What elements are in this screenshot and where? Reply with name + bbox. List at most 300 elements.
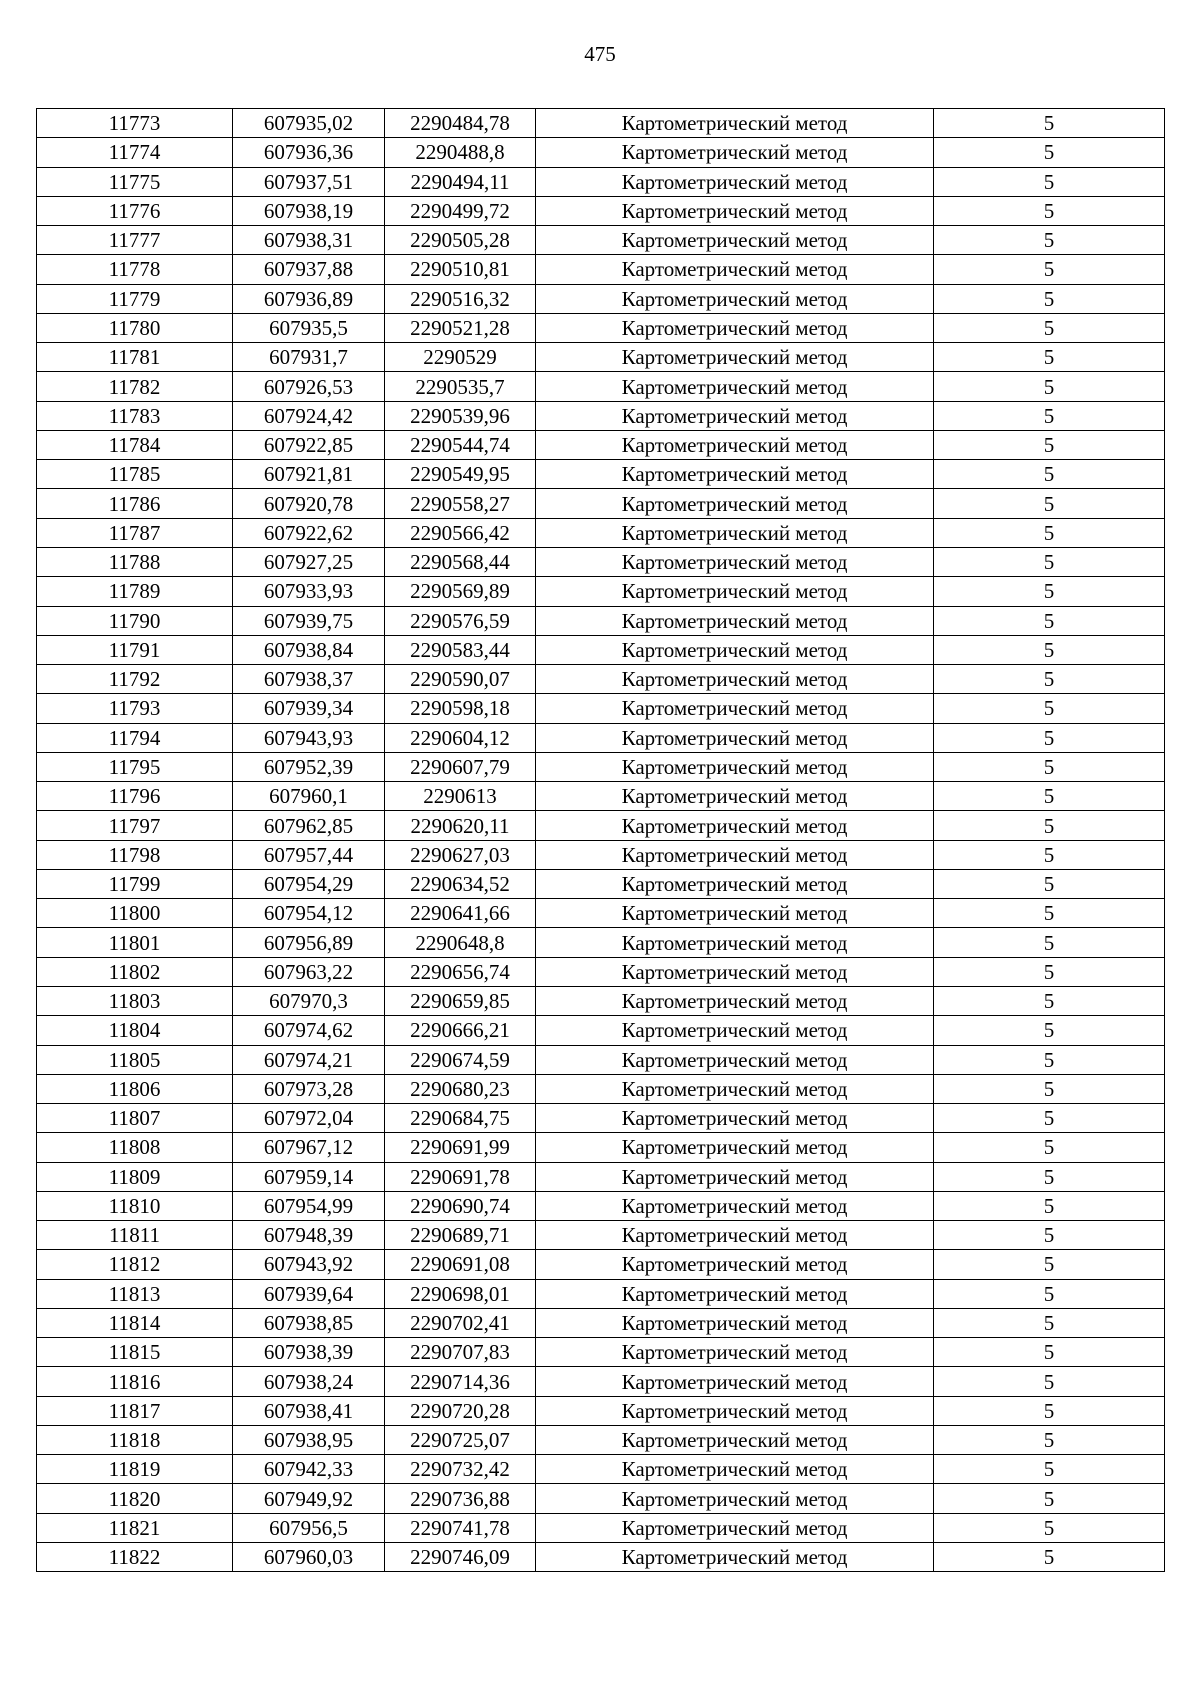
table-row xyxy=(37,635,1165,664)
y-coordinate-cell: 2290558,27 xyxy=(385,489,536,518)
y-coordinate-cell: 2290714,36 xyxy=(385,1367,536,1396)
accuracy-cell: 5 xyxy=(934,547,1165,576)
x-coordinate-cell: 607959,14 xyxy=(233,1162,385,1191)
y-coordinate-cell: 2290666,21 xyxy=(385,1016,536,1045)
x-coordinate-cell: 607938,37 xyxy=(233,665,385,694)
accuracy-cell: 5 xyxy=(934,1308,1165,1337)
accuracy-cell: 5 xyxy=(934,1133,1165,1162)
table-row xyxy=(37,1250,1165,1279)
table-row xyxy=(37,489,1165,518)
x-coordinate-cell: 607921,81 xyxy=(233,460,385,489)
accuracy-cell: 5 xyxy=(934,313,1165,342)
accuracy-cell: 5 xyxy=(934,226,1165,255)
table-row xyxy=(37,547,1165,576)
accuracy-cell: 5 xyxy=(934,1045,1165,1074)
x-coordinate-cell: 607937,88 xyxy=(233,255,385,284)
table-row xyxy=(37,957,1165,986)
point-number-cell: 11811 xyxy=(37,1221,233,1250)
y-coordinate-cell: 2290691,08 xyxy=(385,1250,536,1279)
point-number-cell: 11789 xyxy=(37,577,233,606)
table-row xyxy=(37,1338,1165,1367)
method-cell: Картометрический метод xyxy=(536,1484,934,1513)
table-row xyxy=(37,1016,1165,1045)
x-coordinate-cell: 607924,42 xyxy=(233,401,385,430)
point-number-cell: 11819 xyxy=(37,1455,233,1484)
x-coordinate-cell: 607937,51 xyxy=(233,167,385,196)
table-row xyxy=(37,1367,1165,1396)
point-number-cell: 11785 xyxy=(37,460,233,489)
x-coordinate-cell: 607920,78 xyxy=(233,489,385,518)
y-coordinate-cell: 2290494,11 xyxy=(385,167,536,196)
method-cell: Картометрический метод xyxy=(536,1133,934,1162)
table-row xyxy=(37,313,1165,342)
point-number-cell: 11775 xyxy=(37,167,233,196)
accuracy-cell: 5 xyxy=(934,1425,1165,1454)
y-coordinate-cell: 2290484,78 xyxy=(385,109,536,138)
y-coordinate-cell: 2290641,66 xyxy=(385,899,536,928)
point-number-cell: 11805 xyxy=(37,1045,233,1074)
y-coordinate-cell: 2290488,8 xyxy=(385,138,536,167)
accuracy-cell: 5 xyxy=(934,109,1165,138)
table-row xyxy=(37,752,1165,781)
accuracy-cell: 5 xyxy=(934,782,1165,811)
point-number-cell: 11804 xyxy=(37,1016,233,1045)
method-cell: Картометрический метод xyxy=(536,606,934,635)
method-cell: Картометрический метод xyxy=(536,1045,934,1074)
y-coordinate-cell: 2290583,44 xyxy=(385,635,536,664)
table-row xyxy=(37,869,1165,898)
accuracy-cell: 5 xyxy=(934,460,1165,489)
point-number-cell: 11821 xyxy=(37,1513,233,1542)
method-cell: Картометрический метод xyxy=(536,489,934,518)
point-number-cell: 11800 xyxy=(37,899,233,928)
table-row xyxy=(37,372,1165,401)
table-row xyxy=(37,167,1165,196)
x-coordinate-cell: 607970,3 xyxy=(233,986,385,1015)
accuracy-cell: 5 xyxy=(934,957,1165,986)
method-cell: Картометрический метод xyxy=(536,547,934,576)
table-row xyxy=(37,1484,1165,1513)
table-row xyxy=(37,606,1165,635)
point-number-cell: 11776 xyxy=(37,196,233,225)
y-coordinate-cell: 2290529 xyxy=(385,343,536,372)
table-row xyxy=(37,577,1165,606)
table-row xyxy=(37,430,1165,459)
y-coordinate-cell: 2290505,28 xyxy=(385,226,536,255)
table-row xyxy=(37,1104,1165,1133)
accuracy-cell: 5 xyxy=(934,284,1165,313)
table-row xyxy=(37,1074,1165,1103)
accuracy-cell: 5 xyxy=(934,840,1165,869)
table-row xyxy=(37,840,1165,869)
x-coordinate-cell: 607938,41 xyxy=(233,1396,385,1425)
accuracy-cell: 5 xyxy=(934,138,1165,167)
table-row xyxy=(37,196,1165,225)
y-coordinate-cell: 2290620,11 xyxy=(385,811,536,840)
y-coordinate-cell: 2290746,09 xyxy=(385,1543,536,1572)
method-cell: Картометрический метод xyxy=(536,1308,934,1337)
y-coordinate-cell: 2290691,99 xyxy=(385,1133,536,1162)
y-coordinate-cell: 2290590,07 xyxy=(385,665,536,694)
accuracy-cell: 5 xyxy=(934,665,1165,694)
x-coordinate-cell: 607931,7 xyxy=(233,343,385,372)
point-number-cell: 11795 xyxy=(37,752,233,781)
y-coordinate-cell: 2290741,78 xyxy=(385,1513,536,1542)
x-coordinate-cell: 607933,93 xyxy=(233,577,385,606)
table-row xyxy=(37,284,1165,313)
table-row xyxy=(37,226,1165,255)
coordinates-table xyxy=(36,108,1165,1572)
y-coordinate-cell: 2290613 xyxy=(385,782,536,811)
point-number-cell: 11782 xyxy=(37,372,233,401)
method-cell: Картометрический метод xyxy=(536,1338,934,1367)
point-number-cell: 11809 xyxy=(37,1162,233,1191)
table-row xyxy=(37,518,1165,547)
method-cell: Картометрический метод xyxy=(536,986,934,1015)
accuracy-cell: 5 xyxy=(934,1513,1165,1542)
x-coordinate-cell: 607960,1 xyxy=(233,782,385,811)
accuracy-cell: 5 xyxy=(934,869,1165,898)
y-coordinate-cell: 2290702,41 xyxy=(385,1308,536,1337)
x-coordinate-cell: 607942,33 xyxy=(233,1455,385,1484)
y-coordinate-cell: 2290707,83 xyxy=(385,1338,536,1367)
y-coordinate-cell: 2290732,42 xyxy=(385,1455,536,1484)
method-cell: Картометрический метод xyxy=(536,1543,934,1572)
method-cell: Картометрический метод xyxy=(536,957,934,986)
y-coordinate-cell: 2290627,03 xyxy=(385,840,536,869)
y-coordinate-cell: 2290698,01 xyxy=(385,1279,536,1308)
method-cell: Картометрический метод xyxy=(536,723,934,752)
accuracy-cell: 5 xyxy=(934,1396,1165,1425)
x-coordinate-cell: 607974,62 xyxy=(233,1016,385,1045)
table-row xyxy=(37,1396,1165,1425)
method-cell: Картометрический метод xyxy=(536,1162,934,1191)
x-coordinate-cell: 607957,44 xyxy=(233,840,385,869)
method-cell: Картометрический метод xyxy=(536,430,934,459)
point-number-cell: 11773 xyxy=(37,109,233,138)
table-row xyxy=(37,1133,1165,1162)
x-coordinate-cell: 607938,39 xyxy=(233,1338,385,1367)
method-cell: Картометрический метод xyxy=(536,782,934,811)
method-cell: Картометрический метод xyxy=(536,167,934,196)
method-cell: Картометрический метод xyxy=(536,1250,934,1279)
y-coordinate-cell: 2290510,81 xyxy=(385,255,536,284)
table-row xyxy=(37,138,1165,167)
x-coordinate-cell: 607936,36 xyxy=(233,138,385,167)
table-row xyxy=(37,1543,1165,1572)
y-coordinate-cell: 2290634,52 xyxy=(385,869,536,898)
x-coordinate-cell: 607936,89 xyxy=(233,284,385,313)
point-number-cell: 11798 xyxy=(37,840,233,869)
method-cell: Картометрический метод xyxy=(536,401,934,430)
method-cell: Картометрический метод xyxy=(536,665,934,694)
method-cell: Картометрический метод xyxy=(536,1279,934,1308)
y-coordinate-cell: 2290648,8 xyxy=(385,928,536,957)
table-row xyxy=(37,255,1165,284)
x-coordinate-cell: 607949,92 xyxy=(233,1484,385,1513)
point-number-cell: 11791 xyxy=(37,635,233,664)
point-number-cell: 11787 xyxy=(37,518,233,547)
point-number-cell: 11803 xyxy=(37,986,233,1015)
method-cell: Картометрический метод xyxy=(536,109,934,138)
y-coordinate-cell: 2290674,59 xyxy=(385,1045,536,1074)
y-coordinate-cell: 2290568,44 xyxy=(385,547,536,576)
x-coordinate-cell: 607956,89 xyxy=(233,928,385,957)
accuracy-cell: 5 xyxy=(934,986,1165,1015)
method-cell: Картометрический метод xyxy=(536,1016,934,1045)
x-coordinate-cell: 607974,21 xyxy=(233,1045,385,1074)
accuracy-cell: 5 xyxy=(934,196,1165,225)
point-number-cell: 11780 xyxy=(37,313,233,342)
x-coordinate-cell: 607956,5 xyxy=(233,1513,385,1542)
y-coordinate-cell: 2290549,95 xyxy=(385,460,536,489)
method-cell: Картометрический метод xyxy=(536,518,934,547)
point-number-cell: 11797 xyxy=(37,811,233,840)
point-number-cell: 11815 xyxy=(37,1338,233,1367)
y-coordinate-cell: 2290684,75 xyxy=(385,1104,536,1133)
point-number-cell: 11778 xyxy=(37,255,233,284)
point-number-cell: 11790 xyxy=(37,606,233,635)
table-row xyxy=(37,343,1165,372)
x-coordinate-cell: 607927,25 xyxy=(233,547,385,576)
y-coordinate-cell: 2290689,71 xyxy=(385,1221,536,1250)
table-row xyxy=(37,1308,1165,1337)
table-row xyxy=(37,665,1165,694)
point-number-cell: 11799 xyxy=(37,869,233,898)
y-coordinate-cell: 2290720,28 xyxy=(385,1396,536,1425)
point-number-cell: 11777 xyxy=(37,226,233,255)
accuracy-cell: 5 xyxy=(934,752,1165,781)
method-cell: Картометрический метод xyxy=(536,1425,934,1454)
y-coordinate-cell: 2290598,18 xyxy=(385,694,536,723)
x-coordinate-cell: 607926,53 xyxy=(233,372,385,401)
x-coordinate-cell: 607954,12 xyxy=(233,899,385,928)
method-cell: Картометрический метод xyxy=(536,752,934,781)
method-cell: Картометрический метод xyxy=(536,1367,934,1396)
point-number-cell: 11784 xyxy=(37,430,233,459)
table-row xyxy=(37,1191,1165,1220)
x-coordinate-cell: 607938,19 xyxy=(233,196,385,225)
page-number: 475 xyxy=(584,42,616,66)
y-coordinate-cell: 2290569,89 xyxy=(385,577,536,606)
method-cell: Картометрический метод xyxy=(536,196,934,225)
x-coordinate-cell: 607960,03 xyxy=(233,1543,385,1572)
point-number-cell: 11801 xyxy=(37,928,233,957)
x-coordinate-cell: 607935,02 xyxy=(233,109,385,138)
table-row xyxy=(37,1162,1165,1191)
accuracy-cell: 5 xyxy=(934,1104,1165,1133)
point-number-cell: 11822 xyxy=(37,1543,233,1572)
point-number-cell: 11783 xyxy=(37,401,233,430)
accuracy-cell: 5 xyxy=(934,372,1165,401)
accuracy-cell: 5 xyxy=(934,401,1165,430)
x-coordinate-cell: 607943,92 xyxy=(233,1250,385,1279)
method-cell: Картометрический метод xyxy=(536,1396,934,1425)
table-row xyxy=(37,1425,1165,1454)
accuracy-cell: 5 xyxy=(934,1367,1165,1396)
y-coordinate-cell: 2290499,72 xyxy=(385,196,536,225)
accuracy-cell: 5 xyxy=(934,811,1165,840)
table-row xyxy=(37,460,1165,489)
accuracy-cell: 5 xyxy=(934,489,1165,518)
table-row xyxy=(37,401,1165,430)
y-coordinate-cell: 2290656,74 xyxy=(385,957,536,986)
accuracy-cell: 5 xyxy=(934,343,1165,372)
accuracy-cell: 5 xyxy=(934,723,1165,752)
y-coordinate-cell: 2290690,74 xyxy=(385,1191,536,1220)
point-number-cell: 11817 xyxy=(37,1396,233,1425)
x-coordinate-cell: 607922,62 xyxy=(233,518,385,547)
accuracy-cell: 5 xyxy=(934,606,1165,635)
x-coordinate-cell: 607938,24 xyxy=(233,1367,385,1396)
x-coordinate-cell: 607938,84 xyxy=(233,635,385,664)
method-cell: Картометрический метод xyxy=(536,343,934,372)
point-number-cell: 11786 xyxy=(37,489,233,518)
method-cell: Картометрический метод xyxy=(536,460,934,489)
point-number-cell: 11796 xyxy=(37,782,233,811)
method-cell: Картометрический метод xyxy=(536,869,934,898)
point-number-cell: 11779 xyxy=(37,284,233,313)
table-row xyxy=(37,782,1165,811)
y-coordinate-cell: 2290544,74 xyxy=(385,430,536,459)
accuracy-cell: 5 xyxy=(934,430,1165,459)
y-coordinate-cell: 2290576,59 xyxy=(385,606,536,635)
x-coordinate-cell: 607967,12 xyxy=(233,1133,385,1162)
accuracy-cell: 5 xyxy=(934,1250,1165,1279)
accuracy-cell: 5 xyxy=(934,1074,1165,1103)
method-cell: Картометрический метод xyxy=(536,1191,934,1220)
method-cell: Картометрический метод xyxy=(536,226,934,255)
x-coordinate-cell: 607954,99 xyxy=(233,1191,385,1220)
point-number-cell: 11820 xyxy=(37,1484,233,1513)
accuracy-cell: 5 xyxy=(934,694,1165,723)
y-coordinate-cell: 2290516,32 xyxy=(385,284,536,313)
table-row xyxy=(37,1045,1165,1074)
method-cell: Картометрический метод xyxy=(536,635,934,664)
table-row xyxy=(37,109,1165,138)
y-coordinate-cell: 2290691,78 xyxy=(385,1162,536,1191)
accuracy-cell: 5 xyxy=(934,167,1165,196)
point-number-cell: 11812 xyxy=(37,1250,233,1279)
method-cell: Картометрический метод xyxy=(536,255,934,284)
point-number-cell: 11774 xyxy=(37,138,233,167)
x-coordinate-cell: 607973,28 xyxy=(233,1074,385,1103)
x-coordinate-cell: 607943,93 xyxy=(233,723,385,752)
method-cell: Картометрический метод xyxy=(536,138,934,167)
x-coordinate-cell: 607938,85 xyxy=(233,1308,385,1337)
table-row xyxy=(37,811,1165,840)
table-row xyxy=(37,928,1165,957)
method-cell: Картометрический метод xyxy=(536,928,934,957)
x-coordinate-cell: 607952,39 xyxy=(233,752,385,781)
y-coordinate-cell: 2290659,85 xyxy=(385,986,536,1015)
point-number-cell: 11794 xyxy=(37,723,233,752)
coordinates-table-body xyxy=(37,109,1165,1572)
accuracy-cell: 5 xyxy=(934,1016,1165,1045)
x-coordinate-cell: 607938,95 xyxy=(233,1425,385,1454)
x-coordinate-cell: 607939,64 xyxy=(233,1279,385,1308)
table-row xyxy=(37,1279,1165,1308)
accuracy-cell: 5 xyxy=(934,1191,1165,1220)
accuracy-cell: 5 xyxy=(934,255,1165,284)
method-cell: Картометрический метод xyxy=(536,372,934,401)
y-coordinate-cell: 2290521,28 xyxy=(385,313,536,342)
x-coordinate-cell: 607939,34 xyxy=(233,694,385,723)
x-coordinate-cell: 607922,85 xyxy=(233,430,385,459)
table-row xyxy=(37,1221,1165,1250)
y-coordinate-cell: 2290535,7 xyxy=(385,372,536,401)
table-row xyxy=(37,1513,1165,1542)
point-number-cell: 11807 xyxy=(37,1104,233,1133)
point-number-cell: 11793 xyxy=(37,694,233,723)
accuracy-cell: 5 xyxy=(934,1221,1165,1250)
point-number-cell: 11818 xyxy=(37,1425,233,1454)
y-coordinate-cell: 2290680,23 xyxy=(385,1074,536,1103)
x-coordinate-cell: 607935,5 xyxy=(233,313,385,342)
point-number-cell: 11816 xyxy=(37,1367,233,1396)
y-coordinate-cell: 2290566,42 xyxy=(385,518,536,547)
table-row xyxy=(37,899,1165,928)
accuracy-cell: 5 xyxy=(934,577,1165,606)
method-cell: Картометрический метод xyxy=(536,840,934,869)
table-row xyxy=(37,1455,1165,1484)
method-cell: Картометрический метод xyxy=(536,1104,934,1133)
method-cell: Картометрический метод xyxy=(536,313,934,342)
x-coordinate-cell: 607962,85 xyxy=(233,811,385,840)
method-cell: Картометрический метод xyxy=(536,577,934,606)
accuracy-cell: 5 xyxy=(934,1484,1165,1513)
table-row xyxy=(37,723,1165,752)
point-number-cell: 11781 xyxy=(37,343,233,372)
accuracy-cell: 5 xyxy=(934,1455,1165,1484)
x-coordinate-cell: 607938,31 xyxy=(233,226,385,255)
method-cell: Картометрический метод xyxy=(536,1455,934,1484)
method-cell: Картометрический метод xyxy=(536,694,934,723)
point-number-cell: 11810 xyxy=(37,1191,233,1220)
method-cell: Картометрический метод xyxy=(536,1221,934,1250)
point-number-cell: 11802 xyxy=(37,957,233,986)
x-coordinate-cell: 607939,75 xyxy=(233,606,385,635)
accuracy-cell: 5 xyxy=(934,899,1165,928)
accuracy-cell: 5 xyxy=(934,928,1165,957)
accuracy-cell: 5 xyxy=(934,1338,1165,1367)
method-cell: Картометрический метод xyxy=(536,1513,934,1542)
accuracy-cell: 5 xyxy=(934,1543,1165,1572)
accuracy-cell: 5 xyxy=(934,635,1165,664)
table-row xyxy=(37,986,1165,1015)
x-coordinate-cell: 607954,29 xyxy=(233,869,385,898)
accuracy-cell: 5 xyxy=(934,1162,1165,1191)
point-number-cell: 11813 xyxy=(37,1279,233,1308)
point-number-cell: 11814 xyxy=(37,1308,233,1337)
table-row xyxy=(37,694,1165,723)
method-cell: Картометрический метод xyxy=(536,811,934,840)
point-number-cell: 11806 xyxy=(37,1074,233,1103)
y-coordinate-cell: 2290604,12 xyxy=(385,723,536,752)
method-cell: Картометрический метод xyxy=(536,899,934,928)
method-cell: Картометрический метод xyxy=(536,1074,934,1103)
x-coordinate-cell: 607948,39 xyxy=(233,1221,385,1250)
x-coordinate-cell: 607963,22 xyxy=(233,957,385,986)
method-cell: Картометрический метод xyxy=(536,284,934,313)
y-coordinate-cell: 2290539,96 xyxy=(385,401,536,430)
point-number-cell: 11808 xyxy=(37,1133,233,1162)
y-coordinate-cell: 2290607,79 xyxy=(385,752,536,781)
x-coordinate-cell: 607972,04 xyxy=(233,1104,385,1133)
y-coordinate-cell: 2290725,07 xyxy=(385,1425,536,1454)
accuracy-cell: 5 xyxy=(934,518,1165,547)
point-number-cell: 11792 xyxy=(37,665,233,694)
